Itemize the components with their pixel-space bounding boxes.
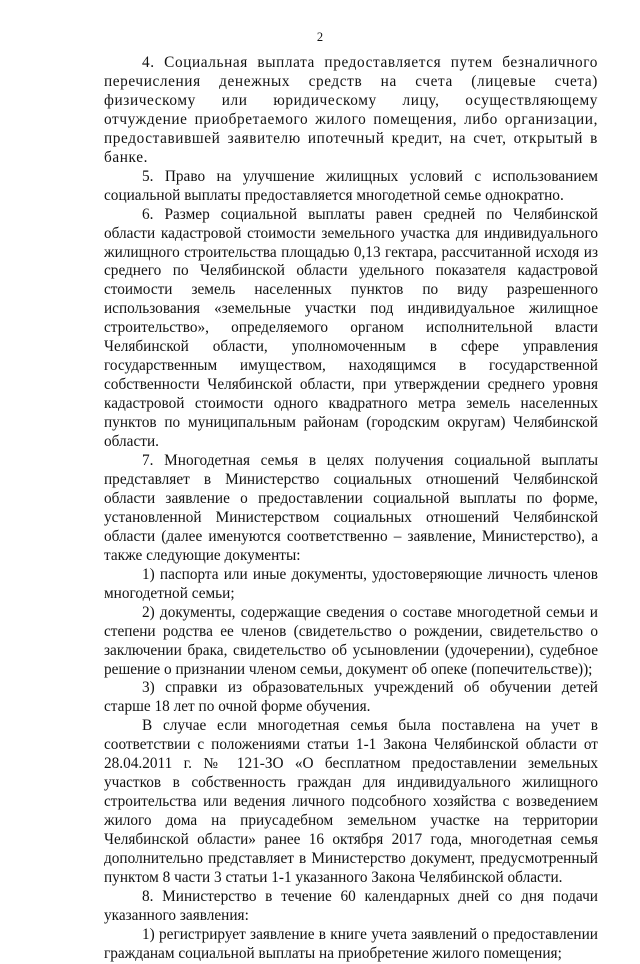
- page-number: 2: [316, 30, 324, 44]
- paragraph-7-item-3: 3) справки из образовательных учреждений об обучении детей старше 18 лет по очной форме обучения.: [104, 679, 598, 716]
- paragraph-6: 6. Размер социальной выплаты равен средней по Челябинской области кадастровой стоимости земельного участка для индивидуального жилищного строительства площадью 0,13 гектара, рассчитанной исходя из среднего по Челябинской области удельного показателя кадастровой стоимости земель населенных пунктов по виду разрешенного использования «земельные участки под индивидуальное жилищное строительство», определяемого органом исполнительной власти Челябинской области, уполномоченным в сфере управления государственным имуществом, находящимся в государственной собственности Челябинской области, при утверждении среднего уровня кадастровой стоимости одного квадратного метра земель населенных пунктов по муниципальным районам (городским округам) Челябинской области.: [104, 205, 598, 451]
- paragraph-8: 8. Министерство в течение 60 календарных дней со дня подачи указанного заявления:: [104, 887, 598, 924]
- paragraph-7-item-1: 1) паспорта или иные документы, удостоверяющие личность членов многодетной семьи;: [104, 565, 598, 602]
- paragraph-4: 4. Социальная выплата предоставляется путем безналичного перечисления денежных средств на счета (лицевые счета) физическому или юридическому лицу, осуществляющему отчуждение приобретаемого жилого помещения, либо организации, предоставившей заявителю ипотечный кредит, на счет, открытый в банке.: [104, 54, 598, 166]
- paragraph-8-item-1: 1) регистрирует заявление в книге учета заявлений о предоставлении гражданам социальной выплаты на приобретение жилого помещения;: [104, 925, 598, 962]
- document-body: [104, 54, 598, 964]
- paragraph-7: 7. Многодетная семья в целях получения социальной выплаты представляет в Министерство социальных отношений Челябинской области заявление о предоставлении социальной выплаты по форме, установленной Министерством социальных отношений Челябинской области (далее именуются соответственно – заявление, Министерство), а также следующие документы:: [104, 452, 598, 564]
- paragraph-7-item-2: 2) документы, содержащие сведения о составе многодетной семьи и степени родства ее членов (свидетельство о рождении, свидетельство о заключении брака, свидетельство об усыновлении (удочерении), судебное решение о признании членом семьи, документ об опеке (попечительстве));: [104, 603, 598, 678]
- paragraph-7-addendum: В случае если многодетная семья была поставлена на учет в соответствии с положениями статьи 1-1 Закона Челябинской области от 28.04.2011 г. № 121-ЗО «О бесплатном предоставлении земельных участков в собственность граждан для индивидуального жилищного строительства или ведения личного подсобного хозяйства с возведением жилого дома на приусадебном земельном участке на территории Челябинской области» ранее 16 октября 2017 года, многодетная семья дополнительно представляет в Министерство документ, предусмотренный пунктом 8 части 3 статьи 1-1 указанного Закона Челябинской области.: [104, 717, 598, 886]
- paragraph-5: 5. Право на улучшение жилищных условий с использованием социальной выплаты предоставляется многодетной семье однократно.: [104, 167, 598, 204]
